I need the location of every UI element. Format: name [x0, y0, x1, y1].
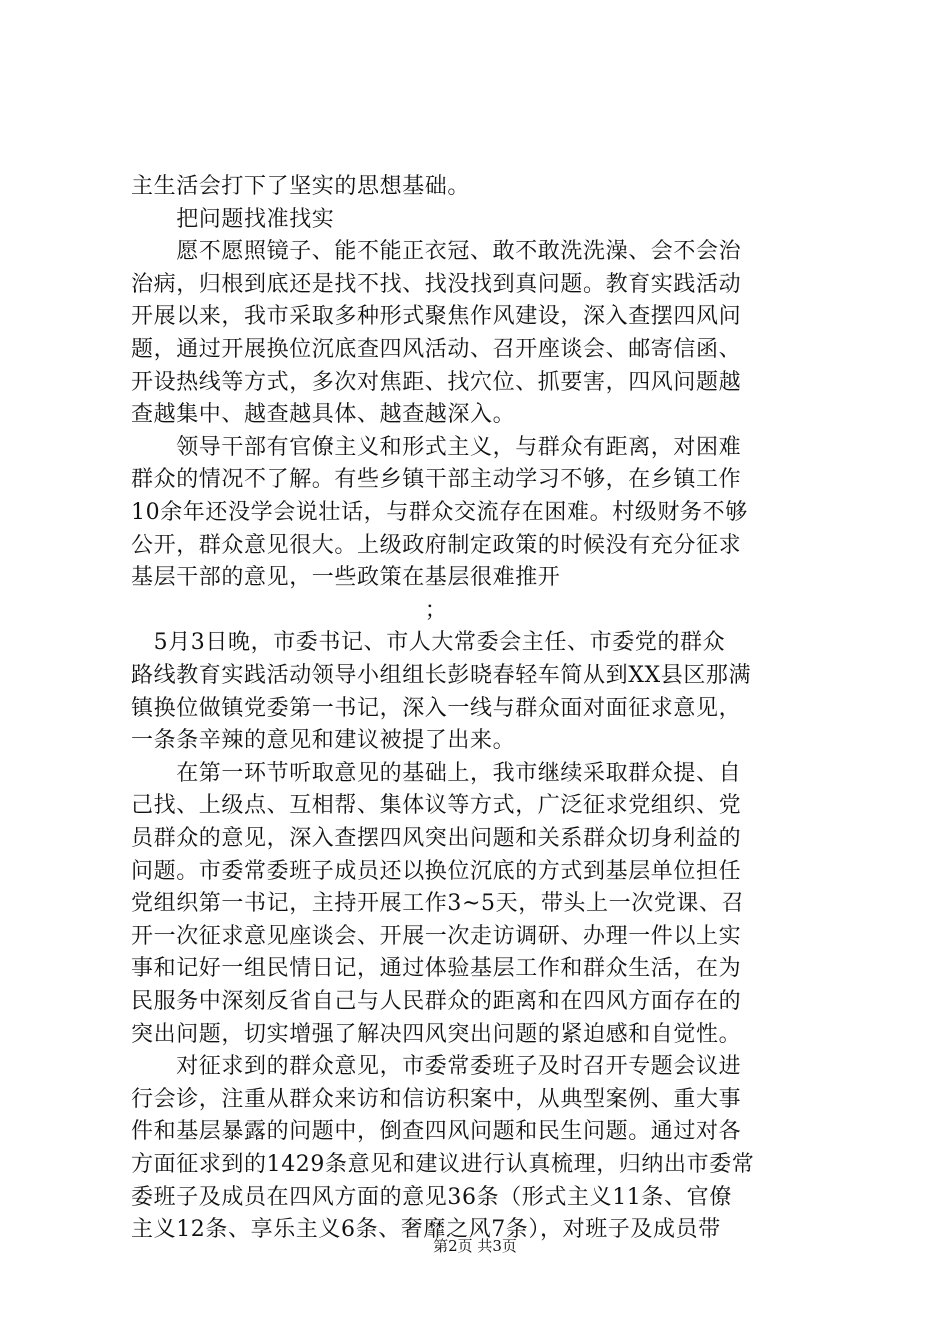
text-line: 党组织第一书记，主持开展工作3~5天，带头上一次党课、召: [131, 891, 745, 917]
page-footer: 第2页 共3页: [433, 1237, 517, 1255]
text-line: 行会诊，注重从群众来访和信访积案中，从典型案例、重大事: [131, 1086, 742, 1112]
text-line: ；: [131, 597, 448, 623]
text-line: 主生活会打下了坚实的思想基础。: [131, 174, 471, 199]
text-line: 镇换位做镇党委第一书记，深入一线与群众面对面征求意见，: [131, 695, 742, 721]
text-line: 治病，归根到底还是找不找、找没找到真问题。教育实践活动: [131, 271, 742, 297]
text-line: 件和基层暴露的问题中，倒查四风问题和民生问题。通过对各: [131, 1119, 742, 1145]
text-line: 公开，群众意见很大。上级政府制定政策的时候没有充分征求: [131, 532, 742, 558]
text-line: 主义12条、享乐主义6条、奢靡之风7条），对班子及成员带: [131, 1217, 721, 1243]
text-line: 开一次征求意见座谈会、开展一次走访调研、办理一件以上实: [131, 923, 742, 949]
text-line: 突出问题，切实增强了解决四风突出问题的紧迫感和自觉性。: [131, 1021, 742, 1047]
text-line: 路线教育实践活动领导小组组长彭晓春轻车简从到XX县区那满: [131, 663, 752, 688]
text-line: 查越集中、越查越具体、越查越深入。: [131, 402, 516, 428]
text-line: 方面征求到的1429条意见和建议进行认真梳理，归纳出市委常: [131, 1152, 755, 1177]
text-line: 在第一环节听取意见的基础上，我市继续采取群众提、自: [131, 760, 742, 786]
text-line: 己找、上级点、互相帮、集体议等方式，广泛征求党组织、党: [131, 793, 742, 819]
text-line: 把问题找准找实: [131, 206, 335, 232]
text-line: 开设热线等方式，多次对焦距、找穴位、抓要害，四风问题越: [131, 369, 742, 395]
text-line: 10余年还没学会说壮话，与群众交流存在困难。村级财务不够: [131, 500, 748, 525]
text-line: 对征求到的群众意见，市委常委班子及时召开专题会议进: [131, 1054, 742, 1080]
text-line: 开展以来，我市采取多种形式聚焦作风建设，深入查摆四风问: [131, 304, 742, 330]
text-line: 题，通过开展换位沉底查四风活动、召开座谈会、邮寄信函、: [131, 337, 742, 362]
text-line: 事和记好一组民情日记，通过体验基层工作和群众生活，在为: [131, 956, 742, 982]
text-line: 民服务中深刻反省自己与人民群众的距离和在四风方面存在的: [131, 989, 742, 1014]
text-line: 一条条辛辣的意见和建议被提了出来。: [131, 728, 516, 754]
text-line: 委班子及成员在四风方面的意见36条（形式主义11条、官僚: [131, 1184, 732, 1210]
text-line: 员群众的意见，深入查摆四风突出问题和关系群众切身利益的: [131, 826, 742, 851]
text-line: 群众的情况不了解。有些乡镇干部主动学习不够，在乡镇工作: [131, 467, 742, 493]
text-line: 领导干部有官僚主义和形式主义，与群众有距离，对困难: [131, 434, 742, 460]
text-line: 愿不愿照镜子、能不能正衣冠、敢不敢洗洗澡、会不会治: [131, 239, 742, 265]
text-line: 问题。市委常委班子成员还以换位沉底的方式到基层单位担任: [131, 858, 742, 884]
text-line: 5月3日晚，市委书记、市人大常委会主任、市委党的群众: [131, 630, 726, 656]
text-line: 基层干部的意见，一些政策在基层很难推开: [131, 565, 561, 591]
